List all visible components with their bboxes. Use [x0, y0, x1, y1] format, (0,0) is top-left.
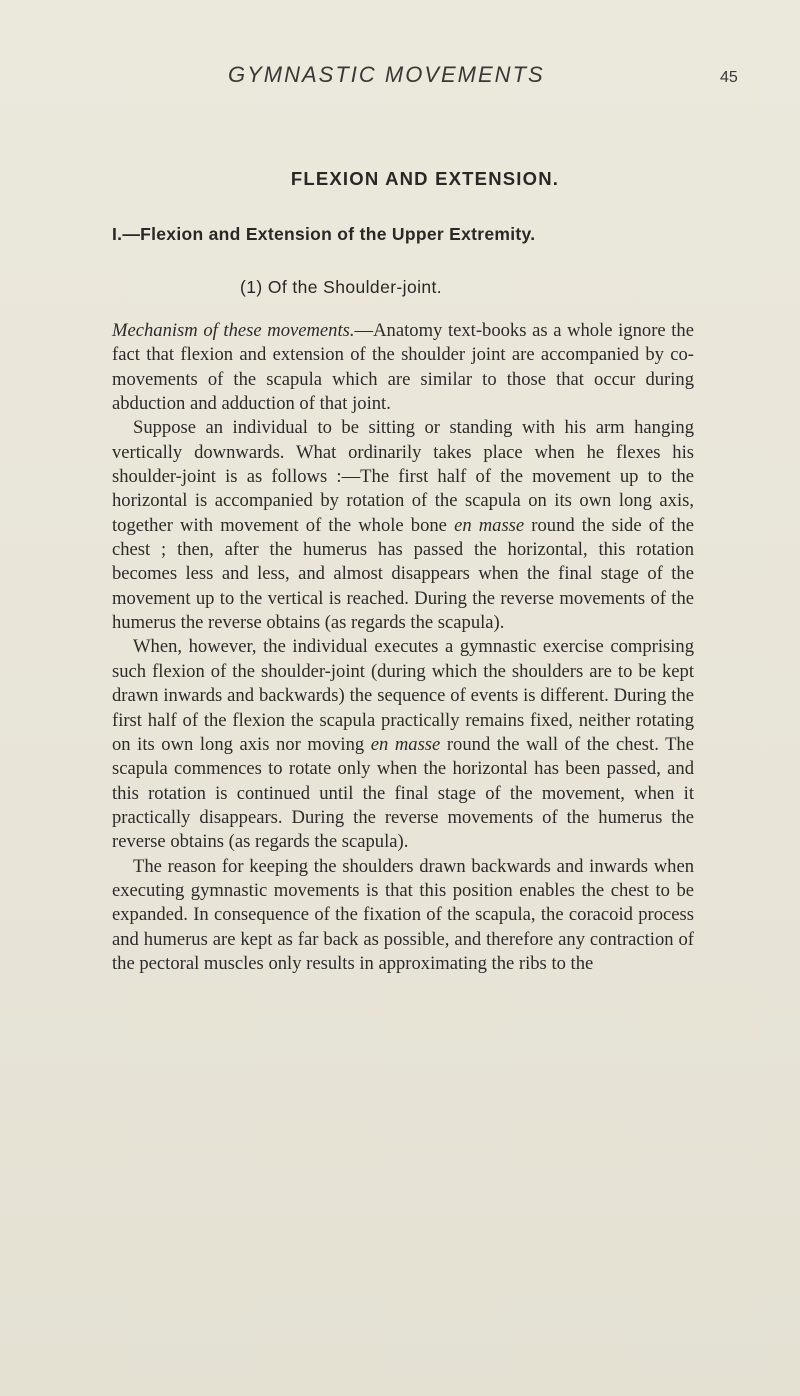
page-number: 45: [720, 69, 738, 86]
paragraph-text: round the side of the chest ; then, after the humerus has passed the horizontal, this rotation becomes less and less, and almost disappears when the final stage of the movement up to the vertical is reached. During the reverse movements of the humerus the reverse obtains (as regards the scapula).: [112, 514, 695, 634]
section-heading: I.—Flexion and Extension of the Upper Extremity.: [112, 224, 536, 244]
italic-phrase: en masse: [370, 733, 441, 755]
chapter-heading: FLEXION AND EXTENSION.: [290, 168, 560, 189]
subsection-heading: (1) Of the Shoulder-joint.: [240, 277, 443, 297]
paragraph-text: Suppose an individual to be sitting or standing with his arm hanging vertically downwards. What ordinarily takes place when he flexes his shoulder-joint is as follows :—The first half of the movement up to the horizontal is accompanied by rotation of the scapula on its own long axis, together with movement of the whole bone: [112, 417, 694, 536]
running-head: [0, 62, 800, 92]
paragraph-lead: Mechanism of these movements.: [112, 320, 355, 341]
running-title: GYMNASTIC MOVEMENTS: [228, 62, 545, 87]
italic-phrase: en masse: [454, 514, 525, 536]
body-text: [112, 319, 694, 976]
paragraph-text: round the wall of the chest. The scapula commences to rotate only when the horizontal has been passed, and this rotation is continued until the final stage of the movement, when it practically disappears. During the reverse movements of the humerus the reverse obtains (as regards the scapula).: [112, 733, 694, 853]
paragraph-text: When, however, the individual executes a gymnastic exercise comprising such flexion of the shoulder-joint (during which the shoulders are to be kept drawn inwards and backwards) the sequence of events is different. During the first half of the flexion the scapula practically remains fixed, neither rotating on its own long axis nor moving: [112, 636, 694, 755]
paragraph-mechanism: [112, 319, 694, 416]
paragraph-gymnastic-flexion: [112, 635, 694, 854]
paragraph-reason: The reason for keeping the shoulders drawn backwards and inwards when executing gymnastic movements is that this position enables the chest to be expanded. In consequence of the fixation of the scapula, the coracoid process and humerus are kept as far back as possible, and therefore any contraction of the pectoral muscles only results in approximating the ribs to the: [112, 855, 694, 974]
paragraph-ordinary-flexion: [112, 416, 694, 635]
paragraph-text: —Anatomy text-books as a whole ignore the fact that flexion and extension of the shoulder joint are accompanied by co-movements of the scapula which are similar to those that occur during abduction and adduction of that joint.: [112, 320, 694, 415]
